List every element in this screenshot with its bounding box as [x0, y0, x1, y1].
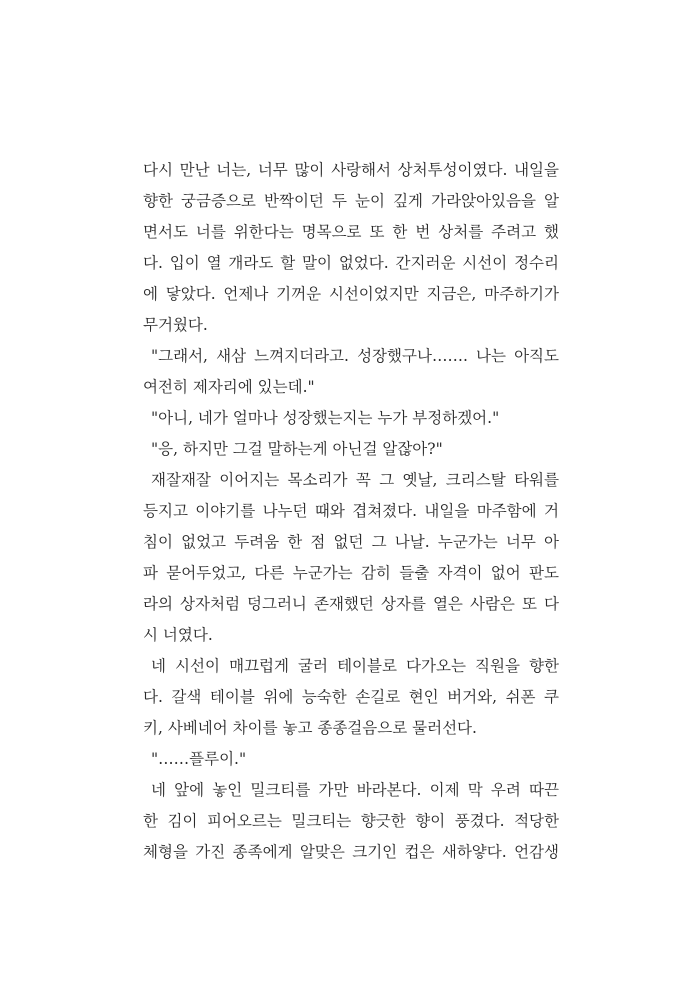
text-line: "아니, 네가 얼마나 성장했는지는 누가 부정하겠어." — [151, 409, 500, 427]
text-line: 다시 만난 너는, 너무 많이 사랑해서 상처투성이였다. 내일을 — [143, 161, 559, 179]
text-line: 재잘재잘 이어지는 목소리가 꼭 그 옛날, 크리스탈 타워를 — [151, 471, 559, 489]
text-line: 다. 입이 열 개라도 할 말이 없었다. 간지러운 시선이 정수리 — [143, 254, 559, 272]
text-line: 시 너였다. — [143, 626, 213, 644]
text-line: "그래서, 새삼 느껴지더라고. 성장했구나……. 나는 아직도 — [151, 347, 559, 365]
text-line: 침이 없었고 두려움 한 점 없던 그 나날. 누군가는 너무 아 — [143, 533, 559, 551]
text-line: 다. 갈색 테이블 위에 능숙한 손길로 현인 버거와, 쉬폰 쿠 — [143, 688, 559, 706]
text-line: 라의 상자처럼 덩그러니 존재했던 상자를 열은 사람은 또 다 — [143, 595, 559, 613]
text-line: 네 시선이 매끄럽게 굴러 테이블로 다가오는 직원을 향한 — [151, 657, 559, 675]
body-text — [143, 155, 559, 868]
text-line: 여전히 제자리에 있는데." — [143, 378, 315, 396]
text-line: 에 닿았다. 언제나 기꺼운 시선이었지만 지금은, 마주하기가 — [143, 285, 559, 303]
text-line: 네 앞에 놓인 밀크티를 가만 바라본다. 이제 막 우려 따끈 — [151, 781, 559, 799]
text-line: 향한 궁금증으로 반짝이던 두 눈이 깊게 가라앉아있음을 알 — [143, 192, 559, 210]
text-line: 키, 사베네어 차이를 놓고 종종걸음으로 물러선다. — [143, 719, 477, 737]
text-line: 등지고 이야기를 나누던 때와 겹쳐졌다. 내일을 마주함에 거 — [143, 502, 559, 520]
text-line: 면서도 너를 위한다는 명목으로 또 한 번 상처를 주려고 했 — [143, 223, 559, 241]
text-line: "……플루이." — [151, 750, 247, 768]
text-line: "응, 하지만 그걸 말하는게 아닌걸 알잖아?" — [151, 440, 443, 458]
text-line: 체형을 가진 종족에게 알맞은 크기인 컵은 새하얗다. 언감생 — [143, 843, 559, 861]
text-line: 한 김이 피어오르는 밀크티는 향긋한 향이 풍겼다. 적당한 — [143, 812, 559, 830]
text-line: 파 묻어두었고, 다른 누군가는 감히 들출 자격이 없어 판도 — [143, 564, 559, 582]
text-line: 무거웠다. — [143, 316, 208, 334]
